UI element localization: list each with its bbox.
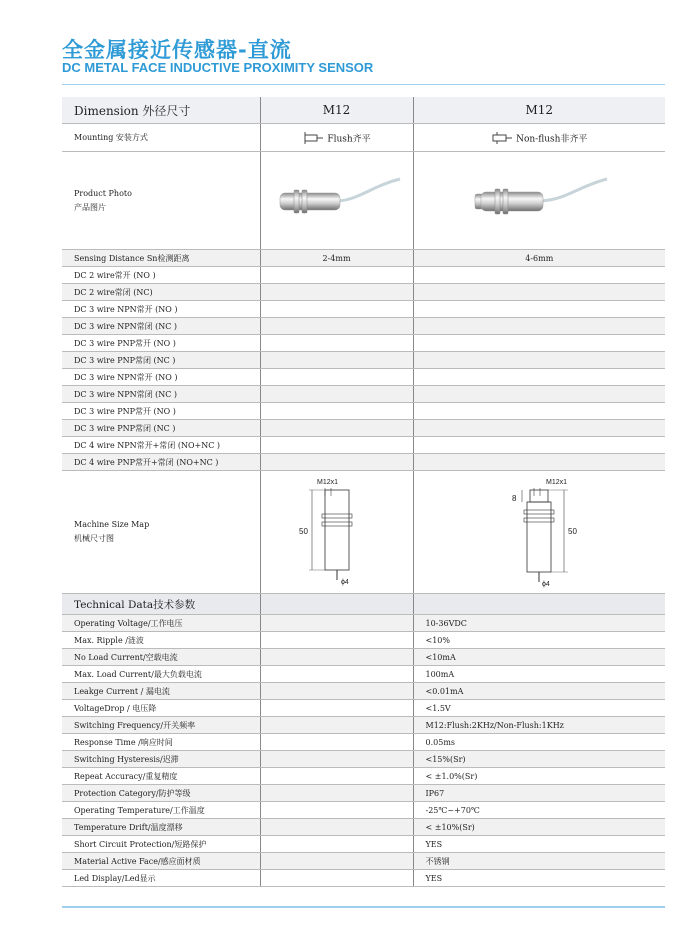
spec-value: M12:Flush:2KHz/Non-Flush:1KHz — [413, 717, 665, 734]
wiring-row — [62, 403, 665, 420]
wiring-label: DC 3 wire PNP常开 (NO ) — [62, 335, 260, 352]
wiring-row — [62, 386, 665, 403]
wiring-row — [62, 267, 665, 284]
spec-label: Switching Frequency/开关频率 — [62, 717, 260, 734]
wiring-row — [62, 284, 665, 301]
map-label-cn: 机械尺寸图 — [74, 534, 114, 543]
spec-value: <0.01mA — [413, 683, 665, 700]
spec-row — [62, 632, 665, 649]
wiring-row — [62, 369, 665, 386]
spec-row — [62, 802, 665, 819]
spec-row — [62, 717, 665, 734]
flush-mount-icon — [302, 131, 324, 145]
wiring-label: DC 4 wire PNP常开+常闭 (NO+NC ) — [62, 454, 260, 471]
spec-row — [62, 615, 665, 632]
spec-row — [62, 870, 665, 887]
spec-value: YES — [413, 870, 665, 887]
spec-value: <10mA — [413, 649, 665, 666]
spec-row — [62, 666, 665, 683]
wiring-label: DC 3 wire PNP常闭 (NC ) — [62, 352, 260, 369]
technical-label: Technical Data技术参数 — [62, 594, 260, 615]
spec-label: No Load Current/空载电流 — [62, 649, 260, 666]
spec-value: <10% — [413, 632, 665, 649]
sensing-label: Sensing Distance Sn检测距离 — [62, 250, 260, 267]
diam-label-nonflush: ϕ4 — [542, 580, 551, 588]
spec-label: Leakge Current / 漏电流 — [62, 683, 260, 700]
wiring-row — [62, 301, 665, 318]
spec-row — [62, 853, 665, 870]
length-label-flush: 50 — [298, 526, 308, 536]
size-map-nonflush — [484, 472, 594, 588]
spec-value: < ±1.0%(Sr) — [413, 768, 665, 785]
wiring-row — [62, 335, 665, 352]
spec-label: Response Time /响应时间 — [62, 734, 260, 751]
mounting-label: Mounting 安装方式 — [62, 124, 260, 152]
sensing-value-2: 4-6mm — [413, 250, 665, 267]
product-photo-flush — [272, 171, 402, 231]
spec-label: VoltageDrop / 电压降 — [62, 700, 260, 717]
page-title-cn: 全金属接近传感器-直流 — [62, 38, 292, 62]
wiring-row — [62, 352, 665, 369]
wiring-row — [62, 437, 665, 454]
spec-table — [62, 97, 665, 887]
col2-header: M12 — [413, 97, 665, 124]
spec-row — [62, 768, 665, 785]
diam-label-flush: ϕ4 — [340, 578, 349, 586]
spec-label: Led Display/Led显示 — [62, 870, 260, 887]
footer-divider — [62, 906, 665, 908]
wiring-label: DC 3 wire PNP常闭 (NC ) — [62, 420, 260, 437]
technical-header-row — [62, 594, 665, 615]
header-divider — [62, 84, 665, 85]
spec-value: 不锈钢 — [413, 853, 665, 870]
photo-label-en: Product Photo — [74, 188, 132, 198]
spec-value: <15%(Sr) — [413, 751, 665, 768]
wiring-label: DC 3 wire NPN常开 (NO ) — [62, 369, 260, 386]
length-label-nonflush: 50 — [568, 526, 578, 536]
sensing-row — [62, 250, 665, 267]
spec-label: Material Active Face/感应面材质 — [62, 853, 260, 870]
wiring-row — [62, 454, 665, 471]
wiring-label: DC 3 wire NPN常闭 (NC ) — [62, 318, 260, 335]
size-map-flush — [287, 472, 387, 588]
wiring-label: DC 4 wire NPN常开+常闭 (NO+NC ) — [62, 437, 260, 454]
spec-label: Switching Hysteresis/迟滞 — [62, 751, 260, 768]
thread-label-flush: M12x1 — [316, 478, 338, 486]
spec-row — [62, 785, 665, 802]
spec-label: Temperature Drift/温度漂移 — [62, 819, 260, 836]
photo-label-cn: 产品图片 — [74, 202, 106, 212]
spec-value: YES — [413, 836, 665, 853]
photo-row — [62, 152, 665, 250]
spec-label: Repeat Accuracy/重复精度 — [62, 768, 260, 785]
spec-value: 0.05ms — [413, 734, 665, 751]
mount1-label: Flush齐平 — [327, 134, 371, 144]
spec-label: Operating Voltage/工作电压 — [62, 615, 260, 632]
spec-row — [62, 700, 665, 717]
spec-value: IP67 — [413, 785, 665, 802]
mounting-row — [62, 124, 665, 152]
spec-label: Operating Temperature/工作温度 — [62, 802, 260, 819]
page-title-en: DC METAL FACE INDUCTIVE PROXIMITY SENSOR — [62, 60, 374, 75]
spec-value: 10-36VDC — [413, 615, 665, 632]
spec-row — [62, 836, 665, 853]
nonflush-mount-icon — [491, 131, 513, 145]
product-photo-nonflush — [469, 171, 609, 231]
wiring-label: DC 3 wire NPN常闭 (NC ) — [62, 386, 260, 403]
wiring-label: DC 2 wire常开 (NO ) — [62, 267, 260, 284]
spec-label: Protection Category/防护等级 — [62, 785, 260, 802]
spec-row — [62, 819, 665, 836]
dimension-row — [62, 97, 665, 124]
wiring-row — [62, 318, 665, 335]
col1-header: M12 — [260, 97, 413, 124]
map-label-en: Machine Size Map — [74, 520, 150, 529]
spec-label: Short Circuit Protection/短路保护 — [62, 836, 260, 853]
sensing-value-1: 2-4mm — [260, 250, 413, 267]
mount2-label: Non-flush非齐平 — [516, 134, 588, 144]
spec-row — [62, 734, 665, 751]
spec-value: 100mA — [413, 666, 665, 683]
spec-label: Max. Load Current/最大负载电流 — [62, 666, 260, 683]
wiring-label: DC 3 wire NPN常开 (NO ) — [62, 301, 260, 318]
spec-value: < ±10%(Sr) — [413, 819, 665, 836]
offset-label-nonflush: 8 — [512, 493, 517, 503]
spec-value: -25℃~+70℃ — [413, 802, 665, 819]
thread-label-nonflush: M12x1 — [546, 478, 568, 486]
wiring-row — [62, 420, 665, 437]
wiring-label: DC 2 wire常闭 (NC) — [62, 284, 260, 301]
spec-row — [62, 649, 665, 666]
spec-row — [62, 751, 665, 768]
size-map-row — [62, 471, 665, 594]
wiring-label: DC 3 wire PNP常开 (NO ) — [62, 403, 260, 420]
spec-label: Max. Ripple /涟波 — [62, 632, 260, 649]
dimension-label: Dimension 外径尺寸 — [62, 97, 260, 124]
spec-row — [62, 683, 665, 700]
spec-value: <1.5V — [413, 700, 665, 717]
